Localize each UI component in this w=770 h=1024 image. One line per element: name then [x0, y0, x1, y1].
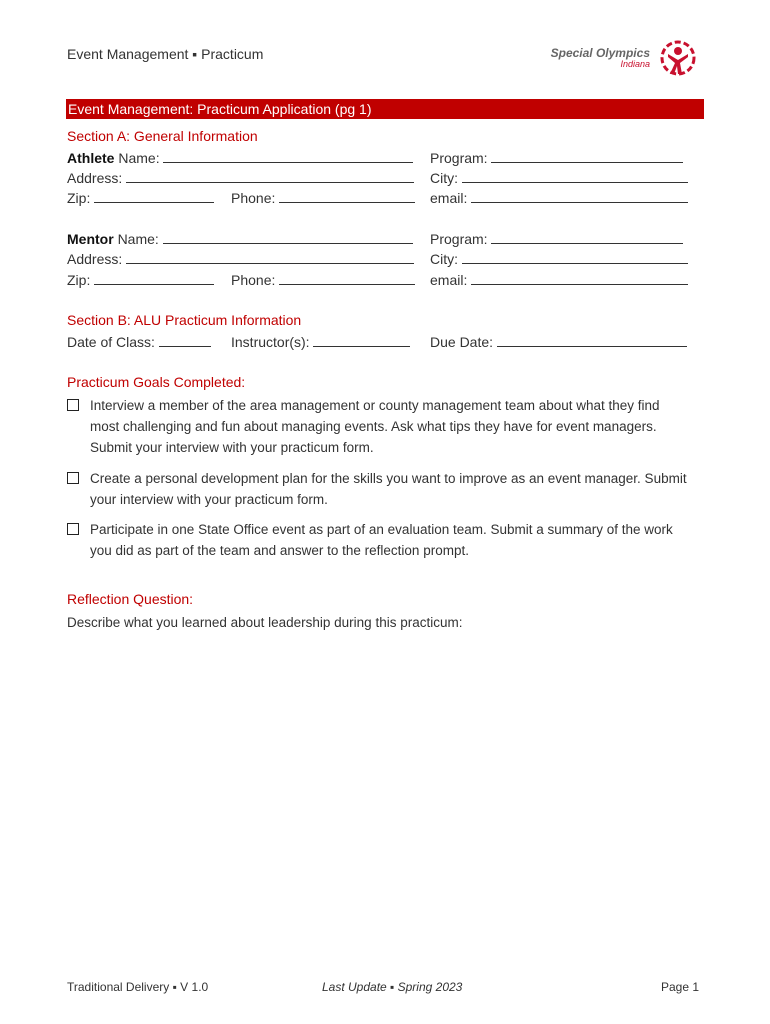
athlete-zip-field[interactable]: [94, 189, 214, 203]
goal-text-line: Interview a member of the area management or county management team about what they find: [90, 398, 660, 413]
mentor-email-row: [430, 270, 688, 290]
athlete-address-label: Address:: [67, 170, 123, 186]
athlete-program-row: [430, 148, 683, 168]
logo-name: Special Olympics: [550, 46, 650, 60]
mentor-name-field[interactable]: [163, 230, 413, 244]
mentor-city-field[interactable]: [462, 250, 688, 264]
mentor-address-label: Address:: [67, 251, 123, 267]
goal-text-line: you did as part of the team and answer to the reflection prompt.: [90, 543, 469, 558]
athlete-program-label: Program:: [430, 150, 488, 166]
goal-text-line: most challenging and fun about managing events. Ask what tips they have for event managers.: [90, 419, 657, 434]
mentor-zip-field[interactable]: [94, 271, 214, 285]
reflection-prompt: Describe what you learned about leadership during this practicum:: [67, 615, 463, 630]
footer-last-update: Last Update ▪ Spring 2023: [322, 980, 463, 994]
form-title: Event Management: Practicum Application (pg 1): [68, 101, 372, 117]
athlete-email-label: email:: [430, 190, 468, 206]
reflection-answer-area[interactable]: [67, 640, 704, 960]
mentor-address-field[interactable]: [126, 250, 414, 264]
goal-text-line: your interview with your practicum form.: [90, 492, 328, 507]
goal-item-interview: [67, 395, 707, 458]
page-header-title: Event Management ▪ Practicum: [67, 46, 264, 62]
athlete-name-label: Name:: [118, 150, 160, 166]
goals-title: Practicum Goals Completed:: [67, 374, 246, 390]
goal-item-development-plan: [67, 468, 707, 510]
reflection-title: Reflection Question:: [67, 591, 194, 607]
footer-delivery-version: Traditional Delivery ▪ V 1.0: [67, 980, 209, 994]
athlete-program-field[interactable]: [491, 149, 683, 163]
athlete-city-label: City:: [430, 170, 458, 186]
mentor-phone-row: [231, 270, 415, 290]
mentor-label: Mentor: [67, 231, 114, 247]
mentor-email-field[interactable]: [471, 271, 688, 285]
footer-page-number: Page 1: [661, 980, 700, 994]
mentor-name-label: Name:: [117, 231, 159, 247]
instructor-field[interactable]: [313, 333, 410, 347]
mentor-program-field[interactable]: [491, 230, 683, 244]
due-date-row: [430, 332, 687, 352]
athlete-city-row: [430, 168, 688, 188]
athlete-name-field[interactable]: [163, 149, 413, 163]
goal-text-line: Create a personal development plan for the skills you want to improve as an event manager. Submit: [90, 471, 687, 486]
special-olympics-emblem-icon: [658, 38, 698, 80]
mentor-city-label: City:: [430, 251, 458, 267]
due-date-field[interactable]: [497, 333, 687, 347]
mentor-name-row: [67, 229, 413, 249]
due-date-label: Due Date:: [430, 334, 494, 350]
mentor-zip-row: [67, 270, 214, 290]
form-title-banner: [66, 99, 704, 119]
athlete-address-row: [67, 168, 414, 188]
mentor-email-label: email:: [430, 272, 468, 288]
class-date-label: Date of Class:: [67, 334, 155, 350]
goal-checkbox[interactable]: [67, 523, 79, 535]
section-b-title: Section B: ALU Practicum Information: [67, 312, 302, 328]
mentor-city-row: [430, 249, 688, 269]
goal-text-line: Submit your interview with your practicum form.: [90, 440, 374, 455]
athlete-name-row: [67, 148, 413, 168]
goal-text-line: Participate in one State Office event as part of an evaluation team. Submit a summary of the work: [90, 522, 673, 537]
mentor-phone-label: Phone:: [231, 272, 276, 288]
athlete-phone-field[interactable]: [279, 189, 415, 203]
mentor-phone-field[interactable]: [279, 271, 415, 285]
athlete-address-field[interactable]: [126, 169, 414, 183]
athlete-label: Athlete: [67, 150, 115, 166]
instructor-label: Instructor(s):: [231, 334, 310, 350]
instructor-row: [231, 332, 410, 352]
special-olympics-logo: [540, 38, 700, 82]
mentor-address-row: [67, 249, 414, 269]
goal-item-state-office-event: [67, 519, 707, 561]
athlete-phone-label: Phone:: [231, 190, 276, 206]
goal-checkbox[interactable]: [67, 399, 79, 411]
mentor-program-row: [430, 229, 683, 249]
class-date-field[interactable]: [159, 333, 211, 347]
athlete-phone-row: [231, 188, 415, 208]
mentor-program-label: Program:: [430, 231, 488, 247]
mentor-zip-label: Zip:: [67, 272, 91, 288]
athlete-email-row: [430, 188, 688, 208]
athlete-city-field[interactable]: [462, 169, 688, 183]
athlete-zip-row: [67, 188, 214, 208]
class-date-row: [67, 332, 211, 352]
athlete-email-field[interactable]: [471, 189, 688, 203]
section-a-title: Section A: General Information: [67, 128, 258, 144]
athlete-zip-label: Zip:: [67, 190, 91, 206]
goal-checkbox[interactable]: [67, 472, 79, 484]
logo-subtitle: Indiana: [620, 59, 650, 69]
